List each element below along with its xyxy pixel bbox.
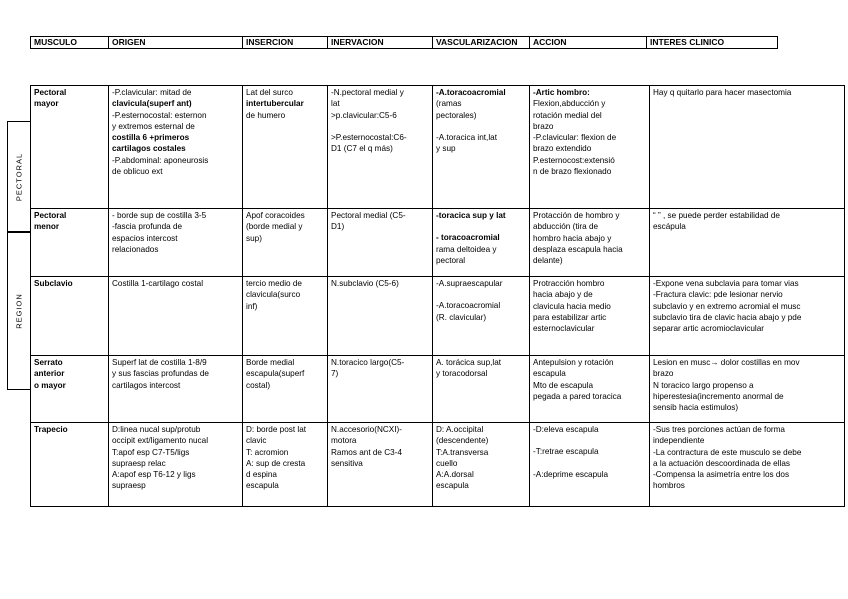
cell-line: escapula <box>533 369 566 379</box>
cell-line: T:A.transversa <box>436 447 489 457</box>
side-label-pectoral-text: PECTORAL <box>14 152 24 202</box>
cell-vascularizacion <box>433 86 530 209</box>
cell-vascularizacion <box>433 356 530 423</box>
cell-line: hiperestesia(incremento anormal de <box>653 391 784 401</box>
cell-line: A:apof esp T6-12 y ligs <box>112 470 196 480</box>
cell-line: D: borde post lat <box>246 425 307 434</box>
cell-line: Flexion,abducción y <box>533 99 606 109</box>
cell-line: a la actuación descoordinada de ellas <box>653 458 791 468</box>
cell-inervacion <box>328 209 433 277</box>
cell-line: sensib hacia estimulos) <box>653 403 739 413</box>
muscle-table <box>30 85 845 507</box>
cell-insercion <box>243 86 328 209</box>
cell-line: Antepulsion y rotación <box>533 358 614 367</box>
cell-line: hacia abajo y de <box>533 290 593 300</box>
cell-musculo <box>31 356 109 423</box>
cell-origen <box>109 356 243 423</box>
cell-line: escapula <box>436 481 469 491</box>
cell-line: Hay q quitarlo para hacer masectomia <box>653 88 792 97</box>
cell-line: intertubercular <box>246 99 304 109</box>
cell-insercion <box>243 423 328 507</box>
cell-line: costilla 6 +primeros <box>112 133 190 143</box>
header-row <box>31 37 778 49</box>
cell-interes-clinico <box>650 423 845 507</box>
cell-line: N.accesorio(NCXI)- <box>331 425 402 434</box>
cell-line: Pectoral <box>34 88 67 97</box>
cell-line: subclavio tira de clavic hacia abajo y pde <box>653 312 802 322</box>
cell-line: -A.toracoacromial <box>436 301 501 311</box>
cell-interes-clinico <box>650 86 845 209</box>
cell-line: escapula <box>246 481 279 491</box>
cell-line: -Fractura clavic: pde lesionar nervio <box>653 290 783 300</box>
cell-line: Mto de escapula <box>533 380 594 390</box>
cell-line: T:apof esp C7-T5/ligs <box>112 447 190 457</box>
cell-line: D1) <box>331 222 345 232</box>
cell-insercion <box>243 277 328 356</box>
cell-line: clavicula(superf ant) <box>112 99 192 109</box>
cell-line: d espina <box>246 470 277 480</box>
cell-origen <box>109 277 243 356</box>
cell-line: relacionados <box>112 244 159 254</box>
cell-line: Ramos ant de C3-4 <box>331 447 402 457</box>
side-label-pectoral <box>7 121 30 233</box>
cell-musculo <box>31 209 109 277</box>
cell-line: -La contractura de este musculo se debe <box>653 447 802 457</box>
cell-line: Lesion en musc→ dolor costillas en mov <box>653 358 800 367</box>
cell-line: -T:retrae escapula <box>533 447 599 457</box>
cell-line: A: sup de cresta <box>246 458 306 468</box>
cell-line: D:linea nucal sup/protub <box>112 425 201 434</box>
cell-musculo <box>31 423 109 507</box>
table-row <box>31 423 845 507</box>
cell-insercion <box>243 209 328 277</box>
cell-line: N toracico largo propenso a <box>653 380 754 390</box>
header-accion: ACCION <box>530 37 647 49</box>
cell-line: hombro hacia abajo y <box>533 233 612 243</box>
cell-line: Serrato <box>34 358 63 367</box>
header-inervacion: INERVACION <box>328 37 433 49</box>
cell-accion <box>530 86 650 209</box>
cell-line: clavic <box>246 436 267 446</box>
cell-line: Pectoral medial (C5- <box>331 211 406 220</box>
cell-line: -A.supraescapular <box>436 279 503 288</box>
table-row <box>31 356 845 423</box>
cell-origen <box>109 423 243 507</box>
cell-line: A:A.dorsal <box>436 470 474 480</box>
cell-line: motora <box>331 436 357 446</box>
table-row <box>31 209 845 277</box>
cell-line: de humero <box>246 110 286 120</box>
cell-line: >p.clavicular:C5-6 <box>331 110 397 120</box>
cell-line: -P.clavicular: flexion de <box>533 133 617 143</box>
cell-line: - borde sup de costilla 3-5 <box>112 211 207 220</box>
header-interes-clinico: INTERES CLINICO <box>647 37 778 49</box>
cell-line: anterior <box>34 369 65 379</box>
cell-line: sensitiva <box>331 458 363 468</box>
cell-line: independiente <box>653 436 705 446</box>
cell-line: pectorales) <box>436 110 477 120</box>
cell-line: -A:deprime escapula <box>533 469 609 479</box>
cell-accion <box>530 277 650 356</box>
cell-insercion <box>243 356 328 423</box>
cell-line: y sup <box>436 144 456 154</box>
cell-line: -P.clavicular: mitad de <box>112 88 192 97</box>
cell-line: brazo <box>653 369 674 379</box>
cell-line: cuello <box>436 458 458 468</box>
cell-line: mayor <box>34 99 59 109</box>
cell-vascularizacion <box>433 209 530 277</box>
cell-line: -Compensa la asimetría entre los dos <box>653 470 790 480</box>
cell-line: “ ” , se puede perder estabilidad de <box>653 211 780 220</box>
cell-musculo <box>31 86 109 209</box>
header-origen: ORIGEN <box>109 37 243 49</box>
cell-line: escápula <box>653 222 686 232</box>
cell-line: (descendente) <box>436 436 489 446</box>
cell-line: desplaza escapula hacia <box>533 244 623 254</box>
cell-inervacion <box>328 86 433 209</box>
cell-line: T: acromion <box>246 447 289 457</box>
cell-line: Pectoral <box>34 211 67 220</box>
cell-origen <box>109 86 243 209</box>
cell-line: hombros <box>653 481 685 491</box>
table-row <box>31 86 845 209</box>
cell-line: cartilagos costales <box>112 144 186 154</box>
cell-line: de oblicuo ext <box>112 167 163 177</box>
cell-inervacion <box>328 277 433 356</box>
cell-line: Apof coracoides <box>246 211 305 220</box>
cell-interes-clinico <box>650 209 845 277</box>
cell-line: -N.pectoral medial y <box>331 88 404 97</box>
cell-line: Lat del surco <box>246 88 293 97</box>
cell-line: A. torácica sup,lat <box>436 358 502 367</box>
cell-line: inf) <box>246 301 258 311</box>
header-insercion: INSERCION <box>243 37 328 49</box>
cell-line: -A.toracica int,lat <box>436 132 497 142</box>
cell-line: clavicula hacia medio <box>533 301 611 311</box>
cell-line: -D:eleva escapula <box>533 425 599 434</box>
cell-line: -Artic hombro: <box>533 88 590 97</box>
cell-line: (borde medial y <box>246 222 303 232</box>
cell-line: y toracodorsal <box>436 369 488 379</box>
cell-line: brazo <box>533 121 554 131</box>
cell-line: Protacción de hombro y <box>533 211 620 220</box>
cell-line: escapula(superf <box>246 369 305 379</box>
cell-line: -Expone vena subclavia para tomar vias <box>653 279 799 288</box>
cell-line: n de brazo flexionado <box>533 167 612 177</box>
cell-line: (ramas <box>436 99 462 109</box>
cell-line: Protracción hombro <box>533 279 605 288</box>
cell-musculo <box>31 277 109 356</box>
cell-line: separar artic acromioclavicular <box>653 324 765 334</box>
cell-line: Trapecio <box>34 425 68 434</box>
cell-line: P.esternocost:extensió <box>533 155 615 165</box>
cell-line: -fascia profunda de <box>112 222 183 232</box>
cell-line: -P.esternocostal: esternon <box>112 110 207 120</box>
cell-line: subclavio y en extremo acromial el musc <box>653 301 801 311</box>
cell-line: N.toracico largo(C5- <box>331 358 405 367</box>
header-vascularizacion: VASCULARIZACION <box>433 37 530 49</box>
cell-interes-clinico <box>650 277 845 356</box>
cell-line: para estabilizar artic <box>533 312 607 322</box>
cell-line: Borde medial <box>246 358 295 367</box>
cell-line: rotación medial del <box>533 110 602 120</box>
cell-line: costal) <box>246 380 271 390</box>
cell-line: D1 (C7 el q más) <box>331 144 393 154</box>
cell-line: Superf lat de costilla 1-8/9 <box>112 358 207 367</box>
cell-line: -toracica sup y lat <box>436 211 506 220</box>
cell-line: tercio medio de <box>246 279 302 288</box>
cell-line: Costilla 1-cartilago costal <box>112 279 204 288</box>
cell-line: lat <box>331 99 340 109</box>
cell-accion <box>530 423 650 507</box>
side-label-region <box>7 231 30 390</box>
cell-accion <box>530 356 650 423</box>
cell-inervacion <box>328 423 433 507</box>
cell-line: brazo extendido <box>533 144 592 154</box>
cell-interes-clinico <box>650 356 845 423</box>
cell-line: - toracoacromial <box>436 233 500 243</box>
cell-accion <box>530 209 650 277</box>
side-label-region-text: REGION <box>14 292 24 329</box>
cell-vascularizacion <box>433 423 530 507</box>
cell-line: >P.esternocostal:C6- <box>331 132 407 142</box>
table-row <box>31 277 845 356</box>
cell-line: delante) <box>533 256 563 266</box>
cell-vascularizacion <box>433 277 530 356</box>
cell-inervacion <box>328 356 433 423</box>
cell-line: -P.abdominal: aponeurosis <box>112 155 209 165</box>
cell-line: N.subclavio (C5-6) <box>331 279 399 288</box>
cell-line: (R. clavicular) <box>436 312 487 322</box>
cell-line: occipit ext/ligamento nucal <box>112 436 209 446</box>
cell-line: Subclavio <box>34 279 73 288</box>
cell-line: espacios intercost <box>112 233 178 243</box>
cell-line: esternoclavicular <box>533 324 595 334</box>
cell-line: rama deltoidea y <box>436 244 497 254</box>
header-table <box>30 36 778 49</box>
header-musculo: MUSCULO <box>31 37 109 49</box>
cell-line: pegada a pared toracica <box>533 391 622 401</box>
cell-line: cartilagos intercost <box>112 380 181 390</box>
cell-line: menor <box>34 222 60 232</box>
cell-line: pectoral <box>436 255 466 265</box>
cell-line: abducción (tira de <box>533 222 599 232</box>
cell-line: supraesp relac <box>112 458 166 468</box>
cell-origen <box>109 209 243 277</box>
cell-line: -A.toracoacromial <box>436 88 506 97</box>
cell-line: -Sus tres porciones actúan de forma <box>653 425 785 434</box>
cell-line: y sus fascias profundas de <box>112 369 209 379</box>
cell-line: D: A.occipital <box>436 425 484 434</box>
cell-line: y extremos esternal de <box>112 121 195 131</box>
cell-line: clavicula(surco <box>246 290 301 300</box>
cell-line: sup) <box>246 233 262 243</box>
cell-line: 7) <box>331 369 339 379</box>
cell-line: o mayor <box>34 380 66 390</box>
cell-line: supraesp <box>112 481 146 491</box>
